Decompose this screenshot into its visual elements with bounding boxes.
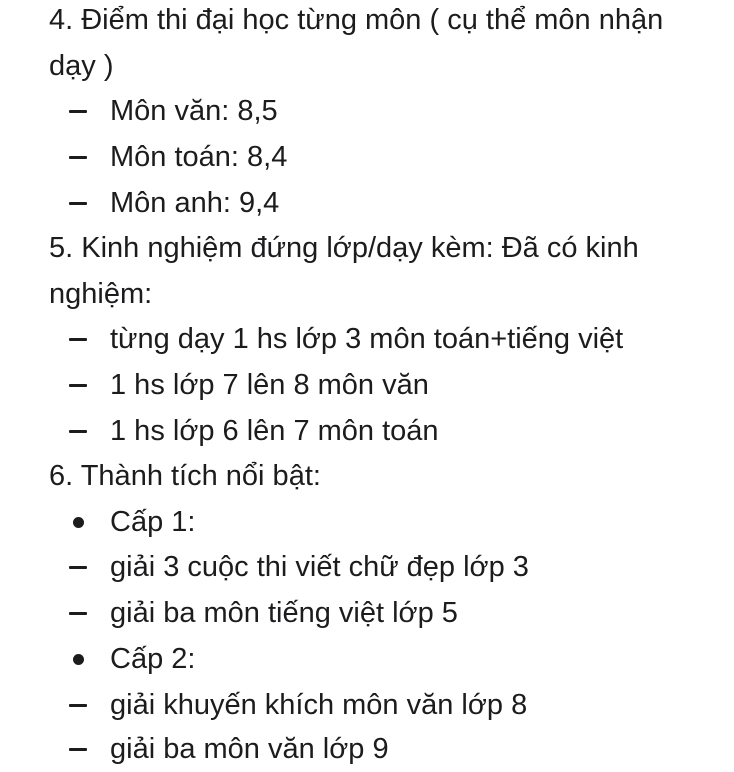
- section-4-item-toan: Môn toán: 8,4: [110, 141, 288, 173]
- section-6-group-label-cap-2: Cấp 2:: [110, 643, 196, 675]
- section-5-heading-line-1: 5. Kinh nghiệm đứng lớp/dạy kèm: Đã có kinh: [49, 232, 639, 264]
- section-5-item: 1 hs lớp 6 lên 7 môn toán: [110, 415, 439, 447]
- dash-marker: [69, 748, 87, 751]
- dash-marker: [69, 156, 87, 159]
- section-4-item-anh: Môn anh: 9,4: [110, 187, 280, 219]
- dash-marker: [69, 430, 87, 433]
- section-6-item: giải 3 cuộc thi viết chữ đẹp lớp 3: [110, 551, 529, 583]
- dash-marker: [69, 202, 87, 205]
- dash-marker: [69, 612, 87, 615]
- dash-marker: [69, 338, 87, 341]
- section-6-item: giải ba môn văn lớp 9: [110, 733, 389, 765]
- section-5-item: từng dạy 1 hs lớp 3 môn toán+tiếng việt: [110, 323, 624, 355]
- dash-marker: [69, 384, 87, 387]
- section-4-heading-line-2: dạy ): [49, 50, 114, 82]
- dash-marker: [69, 110, 87, 113]
- section-5-heading-line-2: nghiệm:: [49, 278, 153, 310]
- bullet-marker: [73, 654, 84, 665]
- section-6-group-label-cap-1: Cấp 1:: [110, 506, 196, 538]
- section-4-heading-line-1: 4. Điểm thi đại học từng môn ( cụ thể môn nhận: [49, 4, 664, 36]
- bullet-marker: [73, 517, 84, 528]
- section-6-heading: 6. Thành tích nổi bật:: [49, 460, 321, 492]
- dash-marker: [69, 566, 87, 569]
- dash-marker: [69, 704, 87, 707]
- section-6-item: giải ba môn tiếng việt lớp 5: [110, 597, 458, 629]
- section-5-item: 1 hs lớp 7 lên 8 môn văn: [110, 369, 429, 401]
- section-4-item-van: Môn văn: 8,5: [110, 95, 278, 127]
- section-6-item: giải khuyến khích môn văn lớp 8: [110, 689, 528, 721]
